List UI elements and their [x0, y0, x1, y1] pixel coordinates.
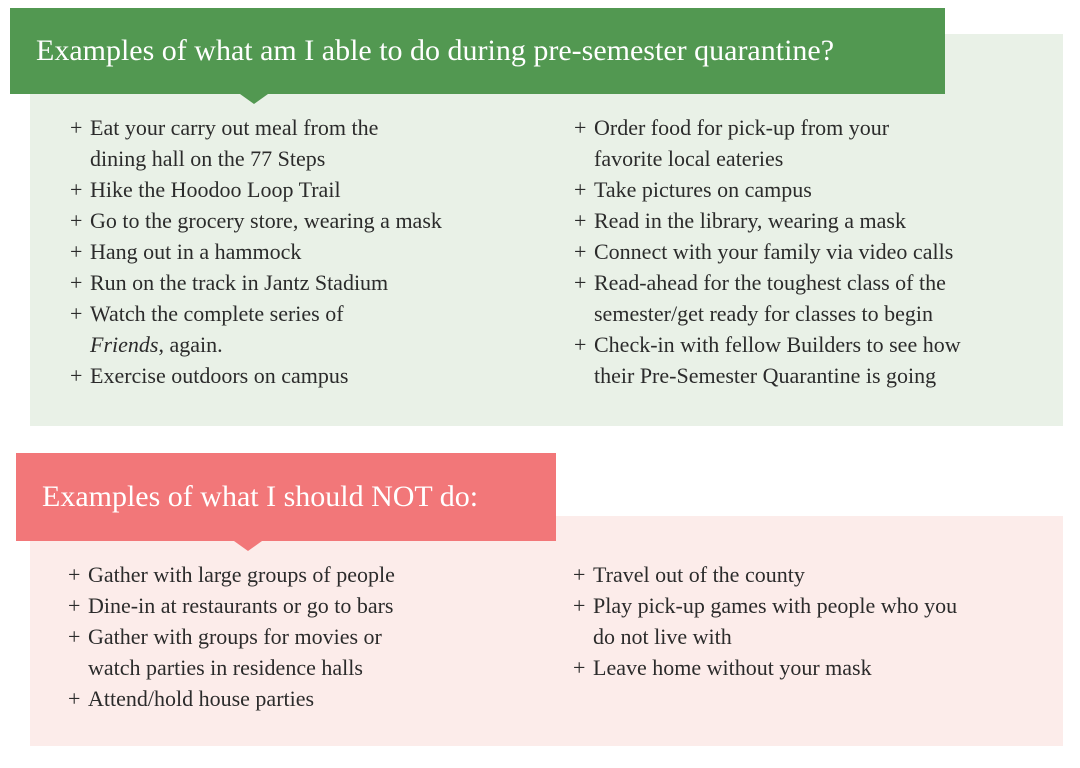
plus-icon: + — [574, 177, 587, 202]
plus-icon: + — [70, 239, 83, 264]
can-do-banner — [10, 8, 945, 94]
plus-icon: + — [573, 593, 586, 618]
list-item: + Leave home without your mask — [573, 652, 1043, 683]
list-item: + Dine-in at restaurants or go to bars — [68, 590, 538, 621]
plus-icon: + — [68, 593, 81, 618]
list-item: + Hang out in a hammock — [70, 236, 540, 267]
should-not-banner-pointer — [234, 541, 262, 551]
plus-icon: + — [70, 177, 83, 202]
can-do-list-left — [70, 112, 540, 391]
plus-icon: + — [70, 115, 83, 140]
list-item: + Read-ahead for the toughest class of the semester/get ready for classes to begin — [574, 267, 1044, 329]
list-item: + Run on the track in Jantz Stadium — [70, 267, 540, 298]
should-not-banner — [16, 453, 556, 541]
should-not-title: Examples of what I should NOT do: — [42, 480, 479, 513]
list-item: + Check-in with fellow Builders to see how their Pre-Semester Quarantine is going — [574, 329, 1044, 391]
plus-icon: + — [574, 332, 587, 357]
should-not-list-right — [573, 559, 1043, 683]
list-item: + Eat your carry out meal from the dining hall on the 77 Steps — [70, 112, 540, 174]
plus-icon: + — [574, 115, 587, 140]
plus-icon: + — [574, 239, 587, 264]
can-do-banner-pointer — [240, 94, 268, 104]
plus-icon: + — [574, 270, 587, 295]
plus-icon: + — [68, 562, 81, 587]
list-item: + Watch the complete series of Friends, again. — [70, 298, 540, 360]
plus-icon: + — [68, 686, 81, 711]
list-item: + Connect with your family via video calls — [574, 236, 1044, 267]
list-item: + Take pictures on campus — [574, 174, 1044, 205]
list-item: + Go to the grocery store, wearing a mask — [70, 205, 540, 236]
list-item: + Travel out of the county — [573, 559, 1043, 590]
list-item: + Exercise outdoors on campus — [70, 360, 540, 391]
plus-icon: + — [573, 562, 586, 587]
plus-icon: + — [70, 301, 83, 326]
list-item: + Gather with large groups of people — [68, 559, 538, 590]
plus-icon: + — [70, 363, 83, 388]
can-do-list-right — [574, 112, 1044, 391]
list-item: + Attend/hold house parties — [68, 683, 538, 714]
list-item: + Order food for pick-up from your favorite local eateries — [574, 112, 1044, 174]
plus-icon: + — [68, 624, 81, 649]
list-item-continuation: Friends, again. — [90, 332, 223, 357]
list-item: + Hike the Hoodoo Loop Trail — [70, 174, 540, 205]
plus-icon: + — [70, 270, 83, 295]
can-do-title: Examples of what am I able to do during pre-semester quarantine? — [36, 34, 835, 67]
list-item: + Gather with groups for movies or watch parties in residence halls — [68, 621, 538, 683]
list-item: + Play pick-up games with people who you do not live with — [573, 590, 1043, 652]
should-not-list-left — [68, 559, 538, 714]
list-item: + Read in the library, wearing a mask — [574, 205, 1044, 236]
plus-icon: + — [573, 655, 586, 680]
plus-icon: + — [70, 208, 83, 233]
plus-icon: + — [574, 208, 587, 233]
